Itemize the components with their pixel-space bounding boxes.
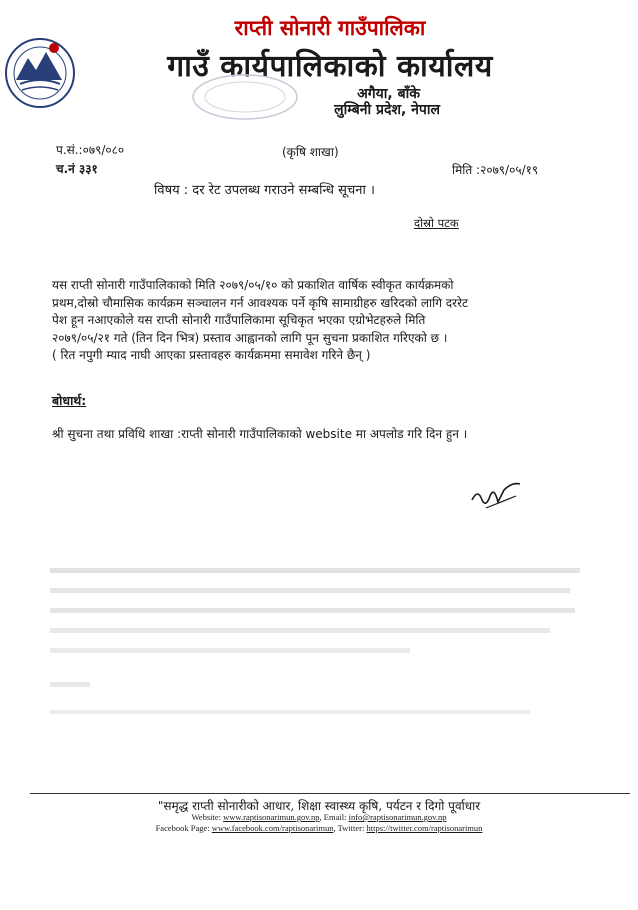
section-label: (कृषि शाखा) — [282, 145, 339, 159]
office-title: गाउँ कार्यपालिकाको कार्यालय — [167, 49, 493, 84]
bodhartha-label: बोधार्थ: — [52, 393, 87, 408]
body-line: प्रथम,दोस्रो चौमासिक कार्यक्रम सञ्चालन गर्न आवश्यक पर्ने कृषि सामाग्रीहरु खरिदको लागि दररेट — [52, 295, 469, 310]
bodhartha-text: श्री सुचना तथा प्रविधि शाखा :राप्ती सोनारी गाउँपालिकाको website मा अपलोड गरि दिन हुन । — [52, 427, 468, 441]
letter-date: मिति :२०७९/०५/१९ — [452, 163, 539, 177]
address-line-2: लुम्बिनी प्रदेश, नेपाल — [334, 102, 440, 118]
footer-divider — [30, 793, 630, 794]
email-link[interactable]: info@raptisonarimun.gov.np — [348, 812, 447, 822]
facebook-link[interactable]: www.facebook.com/raptisonarimun — [211, 823, 334, 833]
signature — [468, 478, 524, 518]
bleed-through — [50, 560, 590, 724]
website-link[interactable]: www.raptisonarimun.gov.np — [223, 812, 320, 822]
dispatch-number: च.नं ३३१ — [56, 162, 98, 176]
letter-number: प.सं.:०७९/०८० — [56, 143, 125, 157]
notice-body — [52, 277, 589, 365]
body-line: यस राप्ती सोनारी गाउँपालिकाको मिति २०७९/०५/१० को प्रकाशित वार्षिक स्वीकृत कार्यक्रमको — [52, 278, 454, 292]
footer-contact-line-2: Facebook Page: www.facebook.com/raptisonarimun, Twitter: https://twitter.com/raptisonarimun — [155, 823, 483, 833]
body-line: २०७९/०५/२१ गते (तिन दिन भित्र) प्रस्ताव आह्वानको लागि पून सुचना प्रकाशित गरिएको छ । — [52, 330, 448, 345]
body-line: ( रित नपुगी म्याद नाघी आएका प्रस्तावहरु कार्यक्रममा समावेश गरिने छैन् ) — [52, 348, 371, 362]
body-line: पेश हून नआएकोले यस राप्ती सोनारी गाउँपालिकामा सूचिकृत भएका एग्रोभेटहरुले मिति — [52, 313, 426, 327]
municipality-logo — [0, 28, 78, 118]
twitter-link[interactable]: https://twitter.com/raptisonarimun — [366, 823, 483, 833]
footer-slogan: "समृद्ध राप्ती सोनारीको आधार, शिक्षा स्वास्थ्य कृषि, पर्यटन र दिगो पूर्वाधार — [157, 799, 481, 813]
notice-label: दोस्रो पटक — [414, 216, 459, 230]
subject-line: विषय : दर रेट उपलब्ध गराउने सम्बन्धि सूचना । — [154, 183, 375, 198]
address-line-1: अगैया, बाँके — [357, 86, 420, 102]
municipality-name: राप्ती सोनारी गाउँपालिका — [234, 16, 426, 40]
footer-contact-line-1: Website: www.raptisonarimun.gov.np, Email: info@raptisonarimun.gov.np — [191, 812, 447, 822]
stamp-watermark — [190, 72, 300, 122]
